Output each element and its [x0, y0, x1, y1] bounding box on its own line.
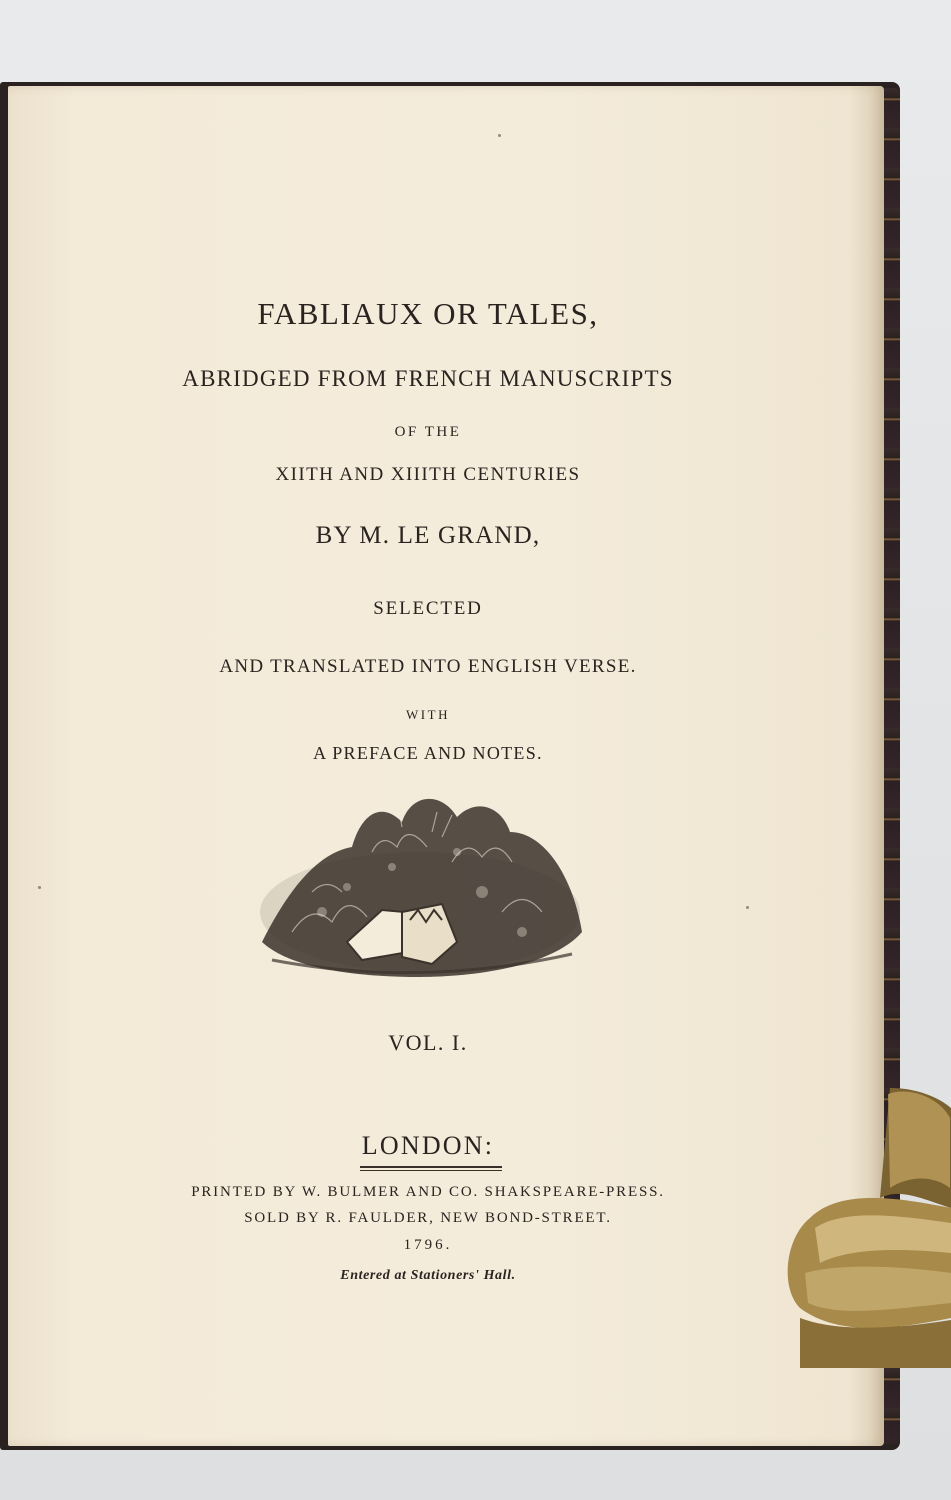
subtitle-line: ABRIDGED FROM FRENCH MANUSCRIPTS	[182, 366, 674, 391]
paper-speck	[498, 134, 501, 137]
seller-line: SOLD BY R. FAULDER, NEW BOND-STREET.	[244, 1210, 612, 1226]
subtitle-line: XIITH AND XIIITH CENTURIES	[275, 464, 581, 485]
translated-line: AND TRANSLATED INTO ENGLISH VERSE.	[219, 656, 637, 677]
title-page	[8, 86, 884, 1446]
subtitle-line: OF THE	[394, 424, 462, 440]
double-rule	[360, 1166, 502, 1171]
printer-line: PRINTED BY W. BULMER AND CO. SHAKSPEARE-PRESS.	[191, 1184, 665, 1200]
paper-speck	[746, 906, 749, 909]
stationers-hall-note: Entered at Stationers' Hall.	[340, 1268, 516, 1283]
brass-bookend	[780, 1088, 951, 1368]
imprint-city: LONDON:	[361, 1131, 495, 1160]
publication-year: 1796.	[403, 1237, 453, 1253]
author-line: BY M. LE GRAND,	[315, 522, 541, 549]
paper-speck	[38, 886, 41, 889]
book-title: FABLIAUX OR TALES,	[257, 296, 599, 331]
engraved-crown-in-foliage-icon	[252, 792, 588, 980]
with-line: WITH	[406, 707, 450, 722]
selected-line: SELECTED	[373, 598, 483, 619]
preface-line: A PREFACE AND NOTES.	[313, 743, 543, 763]
volume-number: VOL. I.	[388, 1030, 468, 1055]
